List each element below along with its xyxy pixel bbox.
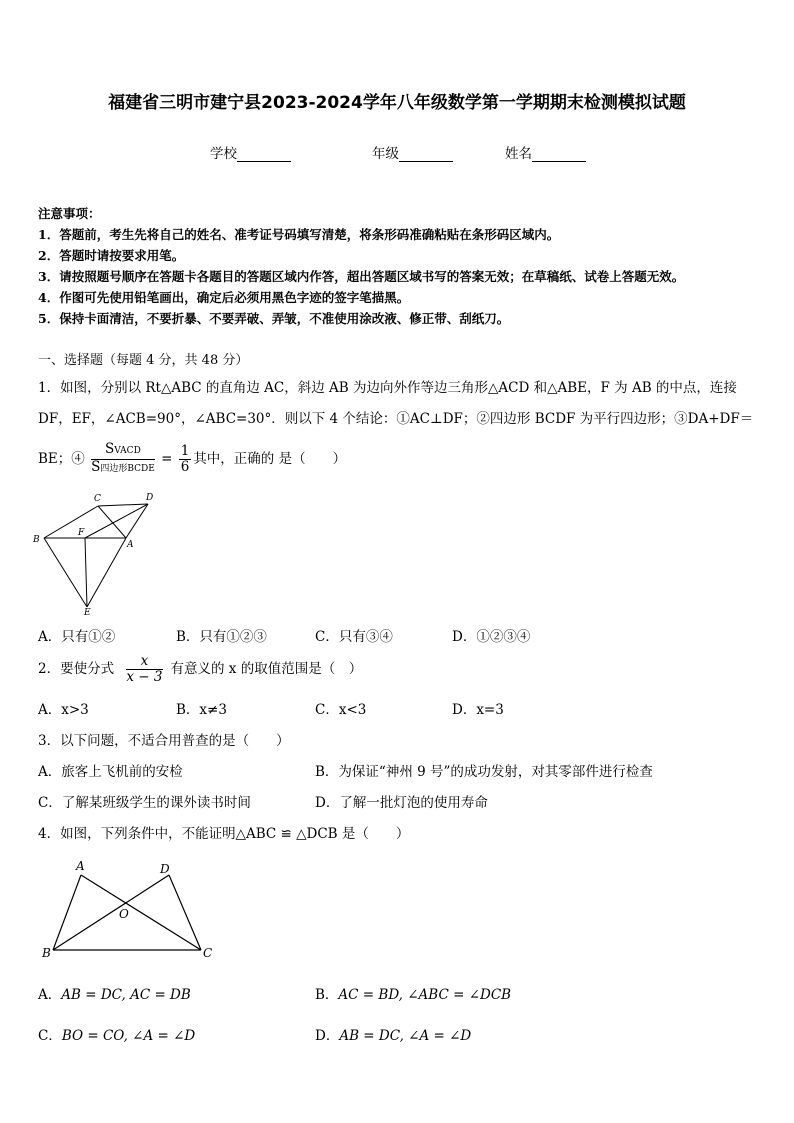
q3-option-a[interactable]: A．旅客上飞机前的安检 xyxy=(38,764,183,780)
q1-option-a[interactable]: A．只有①② xyxy=(38,629,116,645)
label-C: C xyxy=(94,494,101,504)
frac-denominator: S四边形BCDE xyxy=(91,459,155,475)
q1-equals: = xyxy=(161,451,173,467)
q2-pre: 2．要使分式 xyxy=(38,661,115,677)
segment-CA xyxy=(98,506,126,538)
q1-area-fraction xyxy=(91,442,155,477)
frac-numerator: SVACD xyxy=(91,442,155,460)
page-title: 福建省三明市建宁县2023-2024学年八年级数学第一学期期末检测模拟试题 xyxy=(108,93,686,113)
grade-field xyxy=(372,142,453,162)
q3-option-b[interactable]: B．为保证“神州 9 号”的成功发射，对其零部件进行检查 xyxy=(315,764,653,780)
q4-option-a[interactable]: A．AB = DC, AC = DB xyxy=(38,987,191,1003)
segment-FE xyxy=(85,538,87,607)
q4-option-d[interactable]: D．AB = DC, ∠A = ∠D xyxy=(315,1028,472,1044)
q1-option-c[interactable]: C．只有③④ xyxy=(315,629,393,645)
name-field xyxy=(505,142,586,162)
q1-line1: 1．如图，分别以 Rt△ABC 的直角边 AC，斜边 AB 为边向外作等边三角形△ACD 和△ABE，F 为 AB 的中点，连接 xyxy=(38,380,737,396)
school-field xyxy=(210,142,291,162)
q4-option-b[interactable]: B．AC = BD, ∠ABC = ∠DCB xyxy=(315,987,512,1003)
note-item: 4．作图可先使用铅笔画出，确定后必须用黑色字迹的签字笔描黑。 xyxy=(38,290,410,305)
name-blank xyxy=(532,148,586,162)
q1-line3 xyxy=(38,442,346,477)
q1-rhs-fraction: $\frac{1}{6}$ xyxy=(180,443,190,475)
grade-label: 年级 xyxy=(372,146,399,162)
q2-option-d[interactable]: D．x=3 xyxy=(452,702,504,718)
label-O: O xyxy=(119,907,129,921)
label-E: E xyxy=(84,608,91,616)
q3-stem: 3．以下问题，不适合用普查的是（ ） xyxy=(38,733,290,749)
q4-figure xyxy=(36,856,226,964)
label-F: F xyxy=(78,528,85,538)
q3-option-c[interactable]: C．了解某班级学生的课外读书时间 xyxy=(38,795,251,811)
q4-stem: 4．如图，下列条件中，不能证明△ABC ≌ △DCB 是（ ） xyxy=(38,826,410,842)
label-C: C xyxy=(203,946,213,960)
label-D: D xyxy=(146,493,154,503)
q1-option-d[interactable]: D．①②③④ xyxy=(452,629,531,645)
q2-stem xyxy=(38,654,362,685)
label-D: D xyxy=(160,862,170,876)
label-A: A xyxy=(76,859,85,873)
q2-post: 有意义的 x 的取值范围是（ ） xyxy=(170,661,363,677)
segment-BC xyxy=(44,506,98,538)
school-blank xyxy=(237,148,291,162)
note-item: 3．请按照题号顺序在答题卡各题目的答题区域内作答，超出答题区域书写的答案无效；在草稿纸、试卷上答题无效。 xyxy=(38,269,685,284)
section-heading: 一、选择题（每题 4 分，共 48 分） xyxy=(38,353,249,368)
segment-DC xyxy=(169,875,201,950)
segment-DF xyxy=(85,504,148,538)
segment-BA xyxy=(53,875,81,950)
q2-fraction: $\frac{x}{x - 3}$ xyxy=(126,653,163,685)
label-B: B xyxy=(33,535,40,545)
school-label: 学校 xyxy=(210,146,237,162)
segment-CD xyxy=(98,504,148,506)
q2-option-c[interactable]: C．x<3 xyxy=(315,702,367,718)
q1-line3-post: 其中，正确的 是（ ） xyxy=(193,451,347,467)
segment-AC xyxy=(81,875,201,950)
q1-line2: DF，EF，∠ACB=90°，∠ABC=30°．则以下 4 个结论：①AC⊥DF；②四边形 BCDF 为平行四边形；③DA+DF＝ xyxy=(38,411,754,427)
q2-option-a[interactable]: A．x>3 xyxy=(38,702,89,718)
label-B: B xyxy=(42,946,51,960)
segment-BD xyxy=(53,875,169,950)
q1-line3-pre: BE；④ xyxy=(38,451,85,467)
segment-AE xyxy=(87,538,126,607)
q3-option-d[interactable]: D．了解一批灯泡的使用寿命 xyxy=(315,795,488,811)
note-item: 5．保持卡面清洁，不要折暴、不要弄破、弄皱，不准使用涂改液、修正带、刮纸刀。 xyxy=(38,311,510,326)
notes-heading: 注意事项： xyxy=(38,206,101,221)
segment-DA xyxy=(126,504,148,538)
q2-option-b[interactable]: B．x≠3 xyxy=(176,702,227,718)
note-item: 2．答题时请按要求用笔。 xyxy=(38,248,185,263)
segment-BE xyxy=(44,538,87,607)
grade-blank xyxy=(399,148,453,162)
q4-option-c[interactable]: C．BO = CO, ∠A = ∠D xyxy=(38,1028,196,1044)
label-A: A xyxy=(127,540,134,550)
note-item: 1．答题前，考生先将自己的姓名、准考证号码填写清楚，将条形码准确粘贴在条形码区域内。 xyxy=(38,227,560,242)
q1-option-b[interactable]: B．只有①②③ xyxy=(176,629,267,645)
name-label: 姓名 xyxy=(505,146,532,162)
q1-figure xyxy=(30,488,170,616)
